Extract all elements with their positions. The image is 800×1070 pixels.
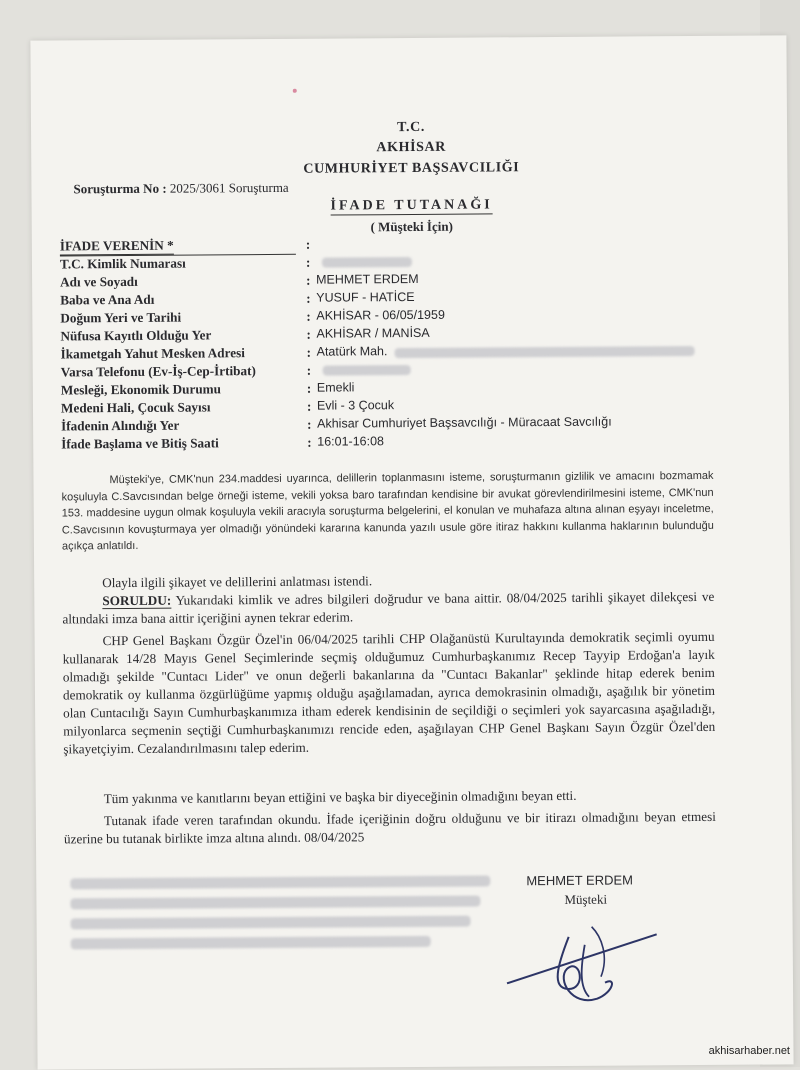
handwritten-signature — [496, 896, 677, 1017]
field-label: İFADE VERENİN * — [59, 237, 174, 254]
field-label: Varsa Telefonu (Ev-İş-Cep-İrtibat) — [60, 363, 256, 380]
soruldu-text: Yukarıdaki kimlik ve adres bilgileri doğrudur ve bana aittir. 08/04/2025 tarihli şikayet dilekçesi ve altındaki imza bana aittir içeriğini aynen tekrar ederim. — [62, 588, 715, 627]
header-office: CUMHURİYET BAŞSAVCILIĞI — [303, 160, 520, 177]
document-subtitle: ( Müşteki İçin) — [370, 218, 453, 235]
field-value: AKHİSAR / MANİSA — [316, 325, 430, 341]
redacted-address — [395, 346, 695, 358]
field-colon: : — [306, 308, 311, 324]
field-value: MEHMET ERDEM — [316, 271, 419, 287]
ink-dot — [293, 89, 297, 93]
statement-paragraph — [63, 628, 716, 759]
rights-text: Müşteki'ye, CMK'nun 234.maddesi uyarınca, delillerin toplanmasını isteme, soruşturmanın gizlilik ve amacını bozmamak koşuluyla C.Savcısından belge örneği isteme, vekili yoksa baro tarafından kendisine bir avukat görevlendirilmesini isteme, CMK'nun 153. maddesine uygun olmak koşuluyla vekili aracıyla soruşturma belgelerini, el konulan ve muhafaza altına alınan eşyayı inceletme, C.Savcısının kovuşturmaya yer olmadığı yönündeki kararına kanunda yazılı usule göre itiraz hakkını kullanma haklarının bulunduğu açıkça anlatıldı. — [61, 469, 714, 553]
investigation-label: Soruşturma No : — [73, 180, 167, 197]
closing-paragraph — [64, 786, 716, 809]
document-title-text: İFADE TUTANAĞI — [330, 197, 493, 214]
field-colon: : — [306, 398, 312, 414]
field-colon: : — [305, 254, 311, 270]
field-value: Emekli — [316, 380, 355, 395]
redacted-id — [322, 257, 412, 268]
field-colon: : — [306, 344, 312, 360]
redacted-official-line — [71, 916, 471, 930]
redacted-official-line — [71, 936, 431, 950]
investigation-number — [73, 180, 288, 198]
redacted-phone — [323, 365, 411, 376]
field-value: Atatürk Mah. — [316, 344, 388, 359]
field-colon: : — [306, 380, 312, 396]
watermark: akhisarhaber.net — [708, 1045, 790, 1057]
field-value: 16:01-16:08 — [317, 434, 385, 449]
field-colon: : — [306, 326, 311, 342]
field-value: Evli - 3 Çocuk — [316, 398, 395, 413]
signature-name: MEHMET ERDEM — [526, 872, 634, 889]
field-colon: : — [307, 434, 312, 450]
document-title — [32, 195, 792, 216]
field-colon: : — [307, 416, 312, 432]
field-label: İfade Başlama ve Bitiş Saati — [61, 435, 219, 452]
redacted-official-line — [70, 896, 480, 910]
field-label: İfadenin Alındığı Yer — [61, 417, 180, 434]
field-label: Nüfusa Kayıtlı Olduğu Yer — [60, 327, 212, 344]
field-label: Doğum Yeri ve Tarihi — [60, 309, 182, 326]
statement-text: CHP Genel Başkanı Özgür Özel'in 06/04/2025 tarihli CHP Olağanüstü Kurultayında demokratik seçimli oyumu kullanarak 14/28 Mayıs Genel Seçimlerinde seçmiş olduğumuz Cumhurbaşkanımız Recep Tayyip Erdoğan'a layık olmadığı şekilde "Cuntacı Lider" ve onun değerli bakanlarına da "Cuntacı Bakanlar" şeklinde hitap ederek benim demokratik oy kullanma özgürlüğüme yapmış olduğu aşağılamadan, ayrıca demokrasinin olmadığı, aşağılık bir yönetim olan Cuntacılığı Sayın Cumhurbaşkanımıza itham ederek kendisinin de seçildiği o seçimleri yok sayarcasına aşağıladığı, milyonlarca seçmenin seçtiği Cumhurbaşkanımızı rencide eden, aşağılayan CHP Genel Başkanı Sayın Özgür Özel'den şikayetçiyim. Cezalandırılmasını talep ederim. — [62, 628, 716, 757]
final-text: Tutanak ifade veren tarafından okundu. İfade içeriğinin doğru olduğunu ve bir itirazı olmadığını beyan etmesi üzerine bu tutanak birlikte imza altına alındı. 08/04/2025 — [63, 808, 716, 847]
field-colon: : — [306, 362, 312, 378]
field-value: AKHİSAR - 06/05/1959 — [316, 307, 445, 323]
field-label: İkametgah Yahut Mesken Adresi — [60, 345, 245, 362]
final-paragraph — [64, 808, 716, 849]
field-colon: : — [306, 290, 311, 306]
soruldu-paragraph — [62, 588, 714, 629]
field-row — [61, 432, 721, 455]
field-label: T.C. Kimlik Numarası — [59, 255, 186, 272]
field-label: Medeni Hali, Çocuk Sayısı — [60, 399, 211, 416]
field-value: YUSUF - HATİCE — [316, 289, 415, 305]
field-colon: : — [305, 236, 311, 252]
investigation-value: 2025/3061 Soruşturma — [169, 179, 289, 196]
field-label: Baba ve Ana Adı — [60, 291, 155, 308]
header-tc: T.C. — [397, 119, 425, 136]
field-label: Adı ve Soyadı — [60, 273, 138, 290]
soruldu-label: SORULDU: — [102, 592, 172, 609]
signature-role: Müşteki — [564, 891, 608, 907]
field-label: Mesleği, Ekonomik Durumu — [60, 381, 222, 398]
document-page — [30, 35, 793, 1069]
redacted-official-line — [70, 875, 490, 889]
header-city: AKHİSAR — [376, 139, 446, 156]
closing-text: Tüm yakınma ve kanıtlarını beyan ettiğini ve başka bir diyeceğinin olmadığını beyan etti. — [103, 787, 577, 807]
field-colon: : — [306, 272, 311, 288]
field-value: Akhisar Cumhuriyet Başsavcılığı - Müracaat Savcılığı — [317, 414, 612, 431]
rights-paragraph — [61, 468, 714, 555]
request-text: Olayla ilgili şikayet ve delillerini anlatması istendi. — [102, 573, 373, 591]
